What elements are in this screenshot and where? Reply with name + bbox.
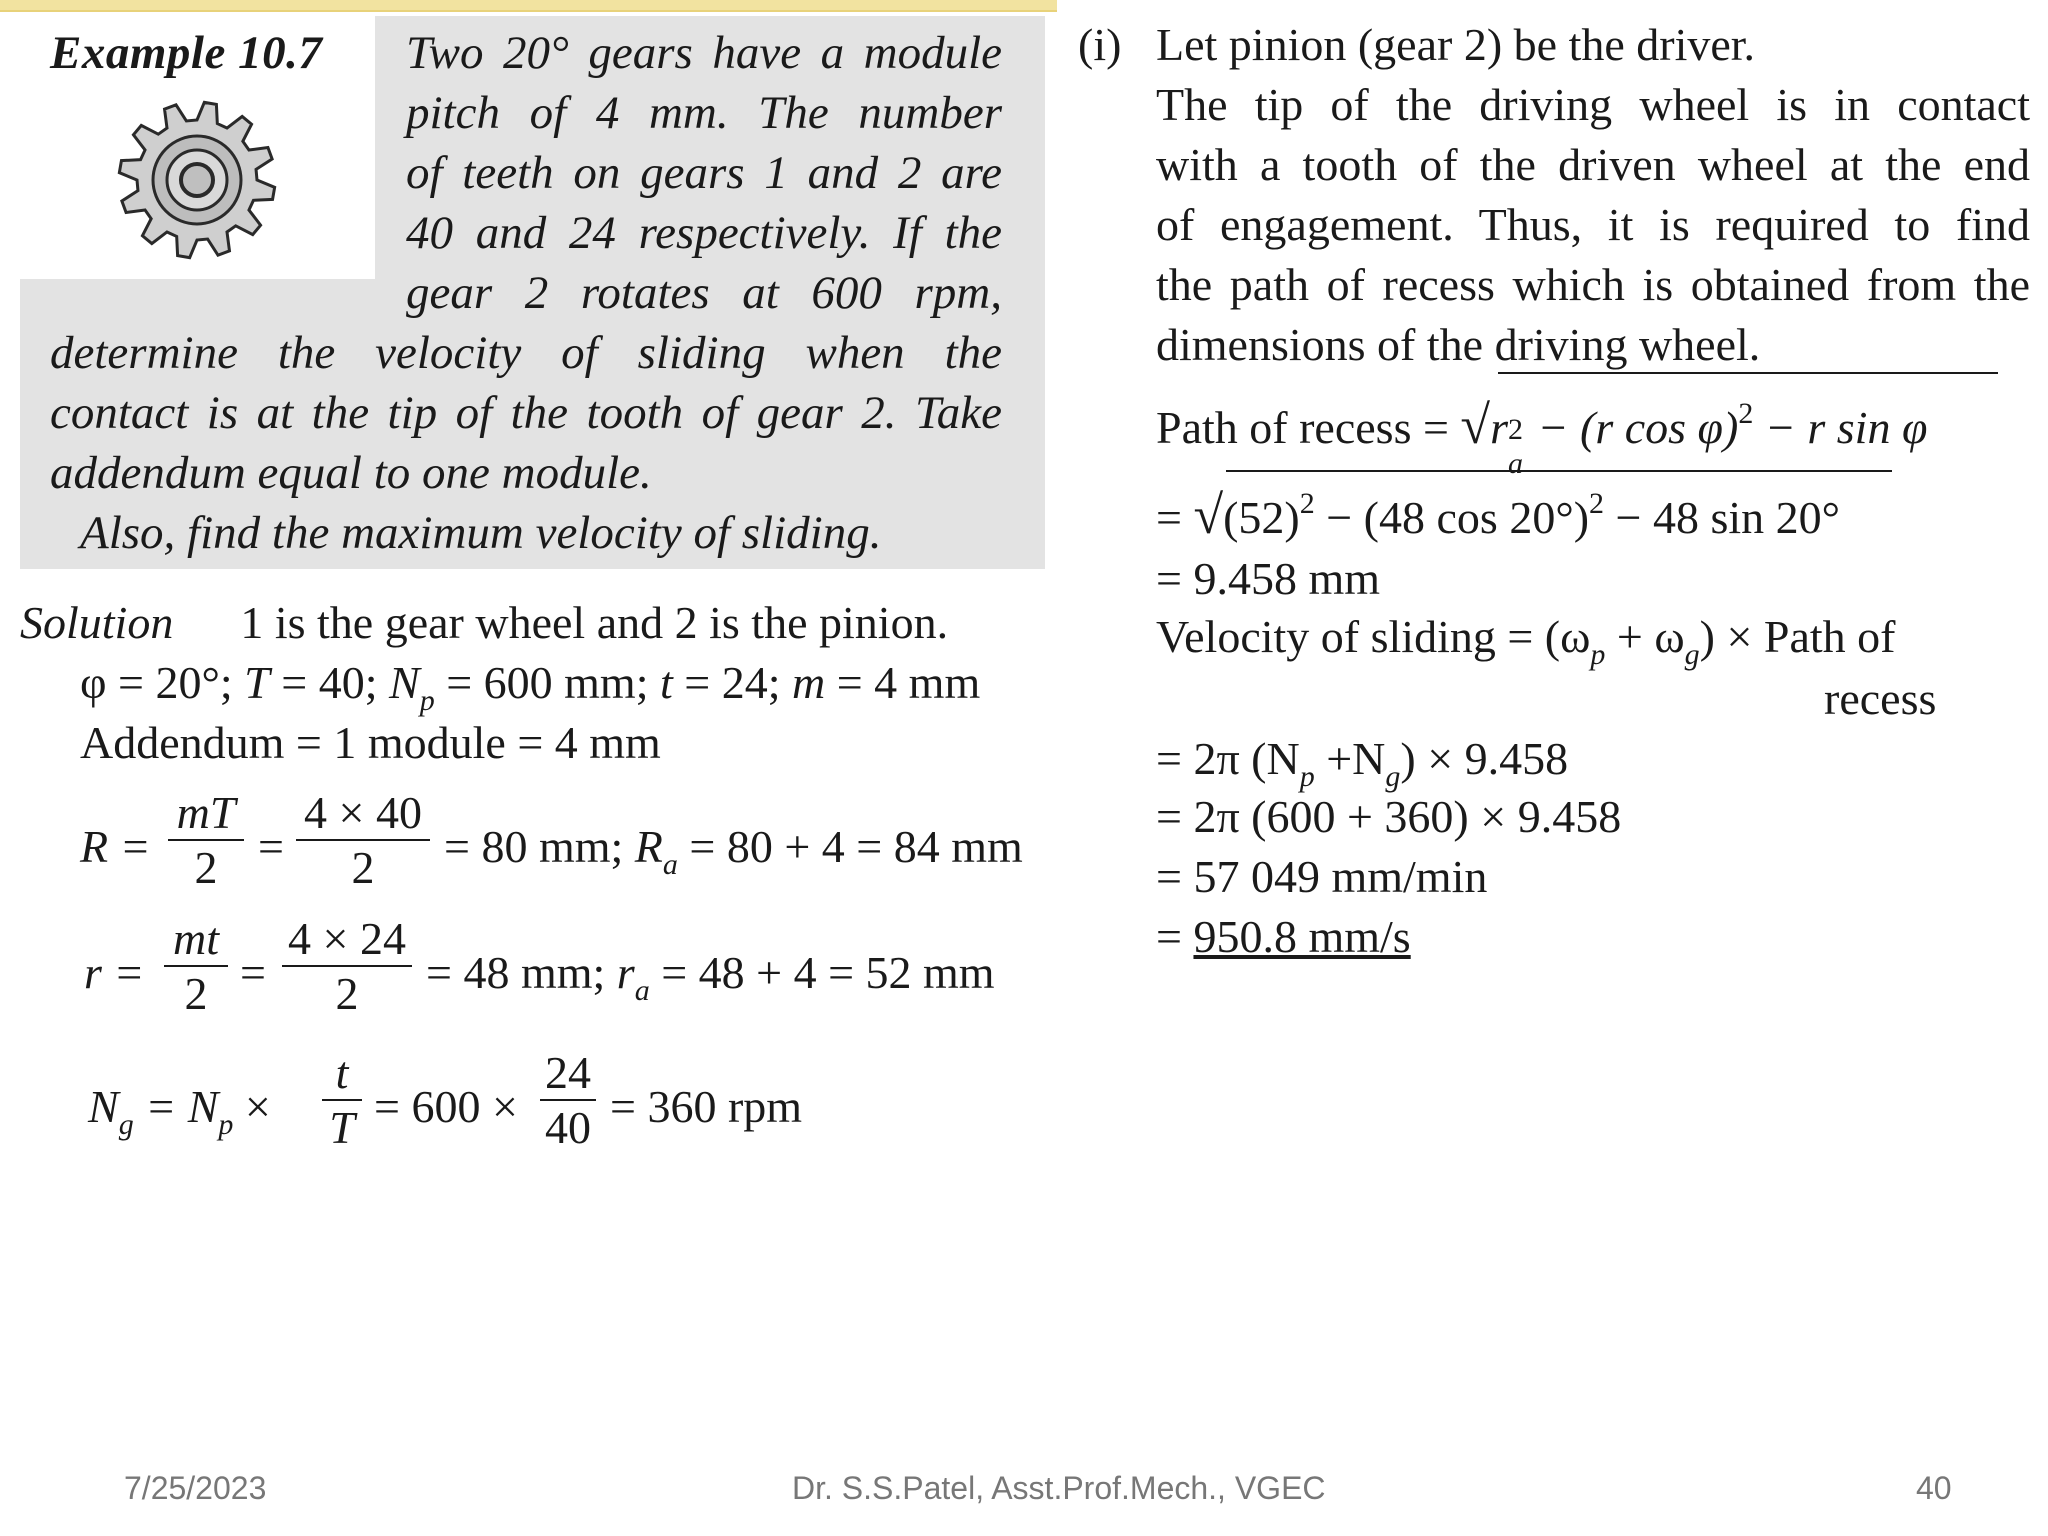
given-Np: N	[389, 657, 420, 708]
velocity-line	[1156, 610, 1896, 672]
velocity-path-of: ) × Path of	[1699, 611, 1896, 662]
step-para-2: with a tooth of the driven wheel at the end	[1156, 139, 2030, 190]
calc-line-3: = 57 049 mm/min	[1156, 851, 1488, 902]
Ng-eq-rhs: = 360 rpm	[610, 1081, 803, 1132]
Ng-eq-lhs	[88, 1080, 271, 1142]
footer-date: 7/25/2023	[124, 1470, 267, 1506]
problem-line-4: 40 and 24 respectively. If the	[406, 207, 1002, 259]
Ra-value: = 80 + 4 = 84 mm	[677, 821, 1023, 872]
Np-sub: p	[218, 1108, 234, 1141]
sub-term-48cos-sup: 2	[1589, 487, 1605, 520]
problem-line-8: addendum equal to one module.	[50, 447, 652, 499]
r-eq-result: = 48 mm;	[426, 947, 617, 998]
r-eq-lhs: r =	[84, 947, 145, 998]
ra-value: = 48 + 4 = 52 mm	[649, 947, 995, 998]
Ng-eq-mid: = 600 ×	[374, 1081, 518, 1132]
given-t: t	[659, 657, 673, 708]
footer-page-number: 40	[1916, 1470, 1952, 1506]
R-eq-lhs: R =	[80, 821, 151, 872]
example-title: Example 10.7	[50, 27, 323, 79]
recess-word: recess	[1824, 673, 1937, 724]
Np-symbol: = N	[133, 1081, 219, 1132]
velocity-omega-g: + ω	[1605, 611, 1685, 662]
omega-g-sub: g	[1684, 638, 1700, 671]
r-eq-equals: =	[240, 947, 266, 998]
Ng-symbol: N	[88, 1081, 119, 1132]
ra-squared-sub: a	[1507, 447, 1523, 480]
solution-label: Solution	[20, 597, 174, 648]
path-label: Path of recess =	[1156, 402, 1461, 453]
Ng-eq-num-2: 24	[545, 1047, 591, 1098]
solution-intro: 1 is the gear wheel and 2 is the pinion.	[240, 597, 949, 648]
ra-squared-symbol: r	[1490, 402, 1508, 453]
Ra-sub: a	[662, 848, 678, 881]
gear-icon	[112, 95, 282, 265]
given-m-value: = 4 mm	[825, 657, 981, 708]
sub-term-52-sup: 2	[1299, 487, 1315, 520]
addendum-line: Addendum = 1 module = 4 mm	[80, 717, 661, 768]
rsinphi-term: − r sin φ	[1753, 402, 1928, 453]
calc1-ng-sub: g	[1385, 760, 1401, 793]
Ng-eq-frac-2	[540, 1046, 596, 1154]
velocity-omega-p: Velocity of sliding = (ω	[1156, 611, 1591, 662]
path-of-recess-formula	[1156, 394, 1928, 480]
calc1-a: = 2π (N	[1156, 733, 1300, 784]
R-eq-result: = 80 mm;	[444, 821, 635, 872]
step-para-5: dimensions of the driving wheel.	[1156, 319, 1761, 370]
problem-line-5: gear 2 rotates at 600 rpm,	[406, 267, 1002, 319]
calc-line-4	[1156, 910, 1411, 963]
step-line-1: Let pinion (gear 2) be the driver.	[1156, 19, 1756, 70]
top-accent-rule	[0, 10, 1057, 12]
step-para-1: The tip of the driving wheel is in contact	[1156, 79, 2030, 130]
problem-line-6: determine the velocity of sliding when the	[50, 327, 1002, 379]
R-eq-den-1: 2	[168, 839, 244, 894]
given-t-value: = 24;	[672, 657, 792, 708]
calc1-b: +N	[1314, 733, 1386, 784]
sqrt-sign-2: √	[1193, 485, 1224, 545]
problem-line-1: Two 20° gears have a module	[406, 27, 1002, 79]
given-Np-sub: p	[419, 684, 435, 717]
step-marker: (i)	[1078, 19, 1122, 70]
step-para-3: of engagement. Thus, it is required to find	[1156, 199, 2030, 250]
given-phi: φ = 20°;	[80, 657, 245, 708]
top-accent-bar	[0, 0, 1057, 10]
R-eq-num-1: mT	[176, 787, 236, 838]
r-eq-rhs	[426, 946, 995, 1008]
ra-squared-sup: 2	[1507, 413, 1523, 446]
given-m: m	[792, 657, 826, 708]
Ng-eq-times: ×	[233, 1081, 271, 1132]
final-answer: 950.8 mm/s	[1193, 911, 1411, 962]
r-eq-num-2: 4 × 24	[288, 913, 406, 964]
sub-term-48sin: − 48 sin 20°	[1604, 492, 1841, 543]
rcosphi-sup: 2	[1738, 397, 1754, 430]
calc1-c: ) × 9.458	[1400, 733, 1569, 784]
ra-sub: a	[634, 974, 650, 1007]
sqrt-overline-1	[1498, 372, 1998, 374]
r-eq-den-1: 2	[164, 965, 228, 1020]
sub-term-52: (52)	[1223, 492, 1300, 543]
Ng-eq-den-2: 40	[540, 1099, 596, 1154]
R-eq-rhs	[444, 820, 1023, 882]
solution-line	[20, 596, 948, 649]
Ng-eq-num-1: t	[335, 1047, 349, 1098]
problem-line-2: pitch of 4 mm. The number	[406, 87, 1002, 139]
Ng-eq-den-1: T	[322, 1099, 362, 1154]
problem-line-3: of teeth on gears 1 and 2 are	[406, 147, 1002, 199]
calc-line-1	[1156, 732, 1568, 794]
problem-line-9: Also, find the maximum velocity of sliding.	[80, 507, 882, 559]
sqrt-sign: √	[1460, 395, 1491, 455]
step-para-4: the path of recess which is obtained from the	[1156, 259, 2030, 310]
footer-author: Dr. S.S.Patel, Asst.Prof.Mech., VGEC	[792, 1470, 1326, 1506]
Ng-sub: g	[118, 1108, 134, 1141]
R-eq-equals: =	[258, 821, 284, 872]
r-eq-frac-1	[164, 912, 228, 1020]
calc1-np-sub: p	[1299, 760, 1315, 793]
path-result: = 9.458 mm	[1156, 553, 1381, 604]
given-T: T	[244, 657, 270, 708]
calc-line-2: = 2π (600 + 360) × 9.458	[1156, 791, 1622, 842]
R-eq-num-2: 4 × 40	[304, 787, 422, 838]
Ng-eq-frac-1	[322, 1046, 362, 1154]
r-eq-num-1: mt	[173, 913, 219, 964]
solution-givens	[80, 656, 980, 718]
R-eq-frac-1	[168, 786, 244, 894]
substituted-formula: = $√(52)^2 - (48$ cos 20°)$^2$ − 48 sin 20°	[1156, 485, 1841, 545]
Ra-symbol: R	[634, 821, 663, 872]
r-eq-den-2: 2	[282, 965, 412, 1020]
sub-term-48cos: − (48 cos 20°)	[1314, 492, 1590, 543]
omega-p-sub: p	[1590, 638, 1606, 671]
given-Np-value: = 600 mm;	[434, 657, 660, 708]
calc4-equals: =	[1156, 911, 1194, 962]
given-T-value: = 40;	[269, 657, 389, 708]
r-eq-frac-2	[282, 912, 412, 1020]
problem-line-7: contact is at the tip of the tooth of gear 2. Take	[50, 387, 1002, 439]
R-eq-den-2: 2	[296, 839, 430, 894]
rcosphi-term: − (r cos φ)	[1525, 402, 1739, 453]
sqrt-overline-2	[1226, 470, 1892, 472]
R-eq-frac-2	[296, 786, 430, 894]
ra-symbol: r	[616, 947, 635, 998]
